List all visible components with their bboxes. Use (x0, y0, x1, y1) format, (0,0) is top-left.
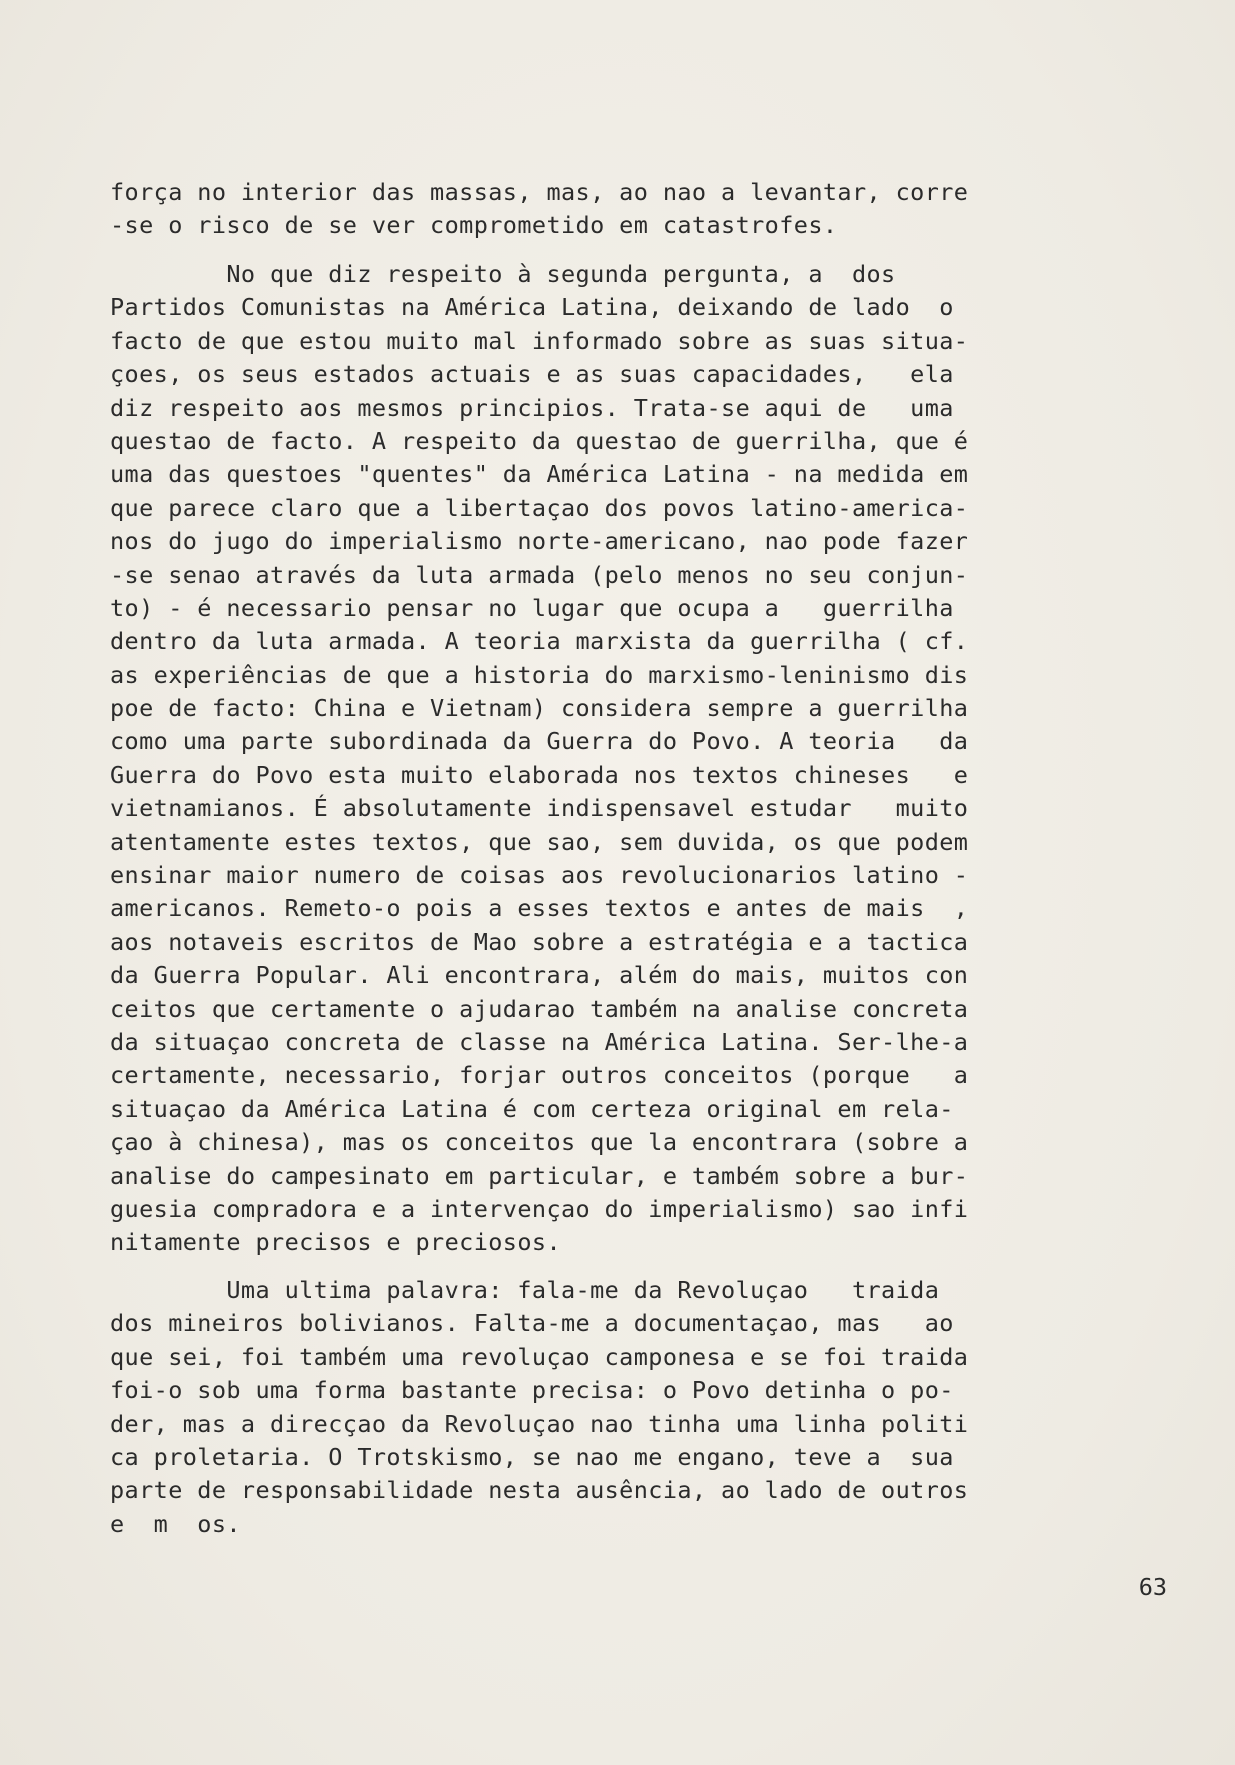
text-line: guesia compradora e a intervençao do imperialismo) sao infi (110, 1194, 969, 1223)
text-line: e m os. (110, 1509, 241, 1538)
text-line: uma das questoes "quentes" da América Latina - na medida em (110, 460, 969, 489)
text-line: çoes, os seus estados actuais e as suas capacidades, ela (110, 360, 954, 389)
text-line: poe de facto: China e Vietnam) considera sempre a guerrilha (110, 694, 969, 723)
text-line: -se senao através da luta armada (pelo menos no seu conjun- (110, 560, 969, 589)
text-line: ceitos que certamente o ajudarao também na analise concreta (110, 994, 969, 1023)
text-line: vietnamianos. É absolutamente indispensavel estudar muito (110, 794, 969, 823)
text-line: as experiências de que a historia do marxismo-leninismo dis (110, 660, 969, 689)
text-line: questao de facto. A respeito da questao de guerrilha, que é (110, 426, 969, 455)
text-line: No que diz respeito à segunda pergunta, a dos (110, 260, 896, 288)
page-number: 63 (1138, 1573, 1167, 1601)
text-line: atentamente estes textos, que sao, sem duvida, os que podem (110, 827, 969, 856)
text-line: diz respeito aos mesmos principios. Trata-se aqui de uma (110, 393, 954, 422)
text-line: que parece claro que a libertaçao dos povos latino-america- (110, 493, 969, 522)
text-line: Partidos Comunistas na América Latina, deixando de lado o (110, 293, 954, 322)
text-line: como uma parte subordinada da Guerra do Povo. A teoria da (110, 727, 969, 756)
text-line: nos do jugo do imperialismo norte-americano, nao pode fazer (110, 527, 969, 556)
text-line: çao à chinesa), mas os conceitos que la encontrara (sobre a (110, 1128, 969, 1157)
text-line: Guerra do Povo esta muito elaborada nos textos chineses e (110, 760, 969, 789)
text-line: -se o risco de se ver comprometido em catastrofes. (110, 211, 838, 240)
text-line: ensinar maior numero de coisas aos revolucionarios latino - (110, 861, 969, 890)
text-line: to) - é necessario pensar no lugar que ocupa a guerrilha (110, 593, 954, 622)
text-line: nitamente precisos e preciosos. (110, 1228, 561, 1257)
text-line: parte de responsabilidade nesta ausência, ao lado de outros (110, 1476, 969, 1505)
text-line: Uma ultima palavra: fala-me da Revoluçao traida (110, 1276, 940, 1304)
text-line: que sei, foi também uma revoluçao camponesa e se foi traida (110, 1342, 969, 1371)
text-line: dentro da luta armada. A teoria marxista da guerrilha ( cf. (110, 627, 969, 656)
text-line: aos notaveis escritos de Mao sobre a estratégia e a tactica (110, 927, 969, 956)
paragraph-1 (110, 176, 1090, 243)
text-line: dos mineiros bolivianos. Falta-me a documentaçao, mas ao (110, 1309, 954, 1338)
paragraph-3 (110, 1274, 1090, 1541)
text-line: da Guerra Popular. Ali encontrara, além do mais, muitos con (110, 961, 969, 990)
text-line: foi-o sob uma forma bastante precisa: o Povo detinha o po- (110, 1376, 954, 1405)
text-line: ca proletaria. O Trotskismo, se nao me engano, teve a sua (110, 1442, 954, 1471)
text-line: da situaçao concreta de classe na América Latina. Ser-lhe-a (110, 1027, 969, 1056)
text-line: americanos. Remeto-o pois a esses textos e antes de mais , (110, 894, 969, 923)
text-line: situaçao da América Latina é com certeza original em rela- (110, 1094, 954, 1123)
text-line: facto de que estou muito mal informado sobre as suas situa- (110, 326, 969, 355)
text-line: força no interior das massas, mas, ao nao a levantar, corre (110, 178, 969, 206)
text-line: der, mas a direcçao da Revoluçao nao tinha uma linha politi (110, 1409, 969, 1438)
text-line: analise do campesinato em particular, e também sobre a bur- (110, 1161, 969, 1190)
text-line: certamente, necessario, forjar outros conceitos (porque a (110, 1061, 969, 1090)
paragraph-2 (110, 258, 1090, 1260)
